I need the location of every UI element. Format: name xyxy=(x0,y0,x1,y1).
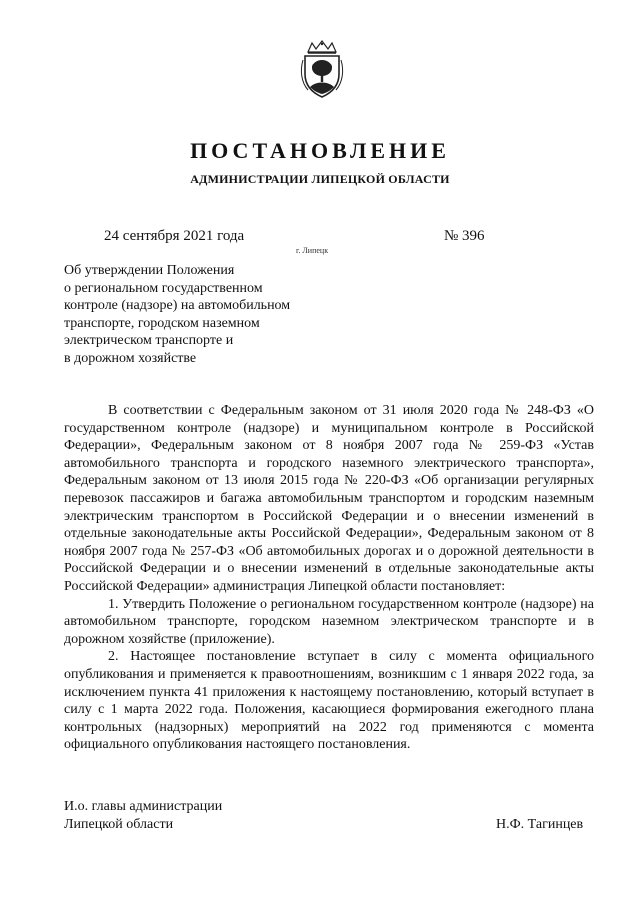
subject-line: Об утверждении Положения xyxy=(64,263,235,278)
body-paragraph-preamble: В соответствии с Федеральным законом от 31 июля 2020 года № 248-ФЗ «О государственном контроле (надзоре) и муниципальном контроле в Российской Федерации», Федеральным законом от 8 ноября 2007 года № 259-ФЗ «Устав автомобильного транспорта и городского наземного электрического транспорта», Федеральным законом от 13 июля 2015 года № 220-ФЗ «Об организации регулярных перевозок пассажиров и багажа автомобильным транспортом и городским наземным электрическим транспортом в Российской Федерации и о внесении изменений в отдельные законодательные акты Российской Федерации», Федеральным законом от 8 ноября 2007 года № 257-ФЗ «Об автомобильных дорогах и о дорожной деятельности в Российской Федерации и о внесении изменений в отдельные законодательные акты Российской Федерации» администрация Липецкой области постановляет: xyxy=(64,403,594,594)
subject-line: контроле (надзоре) на автомобильном xyxy=(64,298,291,314)
document-body xyxy=(64,402,594,754)
body-paragraph-item-2: 2. Настоящее постановление вступает в силу с момента официального опубликования и применяется к правоотношениям, возникшим с 1 января 2022 года, за исключением пункта 41 приложения к настоящему постановлению, который вступает в силу с 1 марта 2022 года. Положения, касающиеся формирования ежегодного плана контрольных (надзорных) мероприятий на 2022 год применяются с момента официального опубликования настоящего постановления. xyxy=(64,649,594,753)
issuer-title: АДМИНИСТРАЦИИ ЛИПЕЦКОЙ ОБЛАСТИ xyxy=(190,172,450,186)
signatory-name: Н.Ф. Тагинцев xyxy=(496,817,584,832)
subject-line: электрическом транспорте и xyxy=(64,333,234,349)
subject-line: транспорте, городском наземном xyxy=(64,315,260,331)
signatory-title xyxy=(64,798,222,834)
document-subject xyxy=(64,262,334,368)
document-date: 24 сентября 2021 года xyxy=(104,228,245,244)
document-place: г. Липецк xyxy=(296,246,329,255)
document-type-title: ПОСТАНОВЛЕНИЕ xyxy=(190,138,450,163)
coat-of-arms-icon xyxy=(298,40,346,100)
signatory-title-line: Липецкой области xyxy=(64,817,174,832)
signatory-title-line: И.о. главы администрации xyxy=(64,799,223,814)
subject-line: о региональном государственном xyxy=(64,280,263,296)
document-number: № 396 xyxy=(444,228,485,244)
subject-line: в дорожном хозяйстве xyxy=(64,350,197,366)
body-paragraph-item-1: 1. Утвердить Положение о региональном государственном контроле (надзоре) на автомобильном транспорте, городском наземном электрическом транспорте и в дорожном хозяйстве (приложение). xyxy=(64,596,594,647)
